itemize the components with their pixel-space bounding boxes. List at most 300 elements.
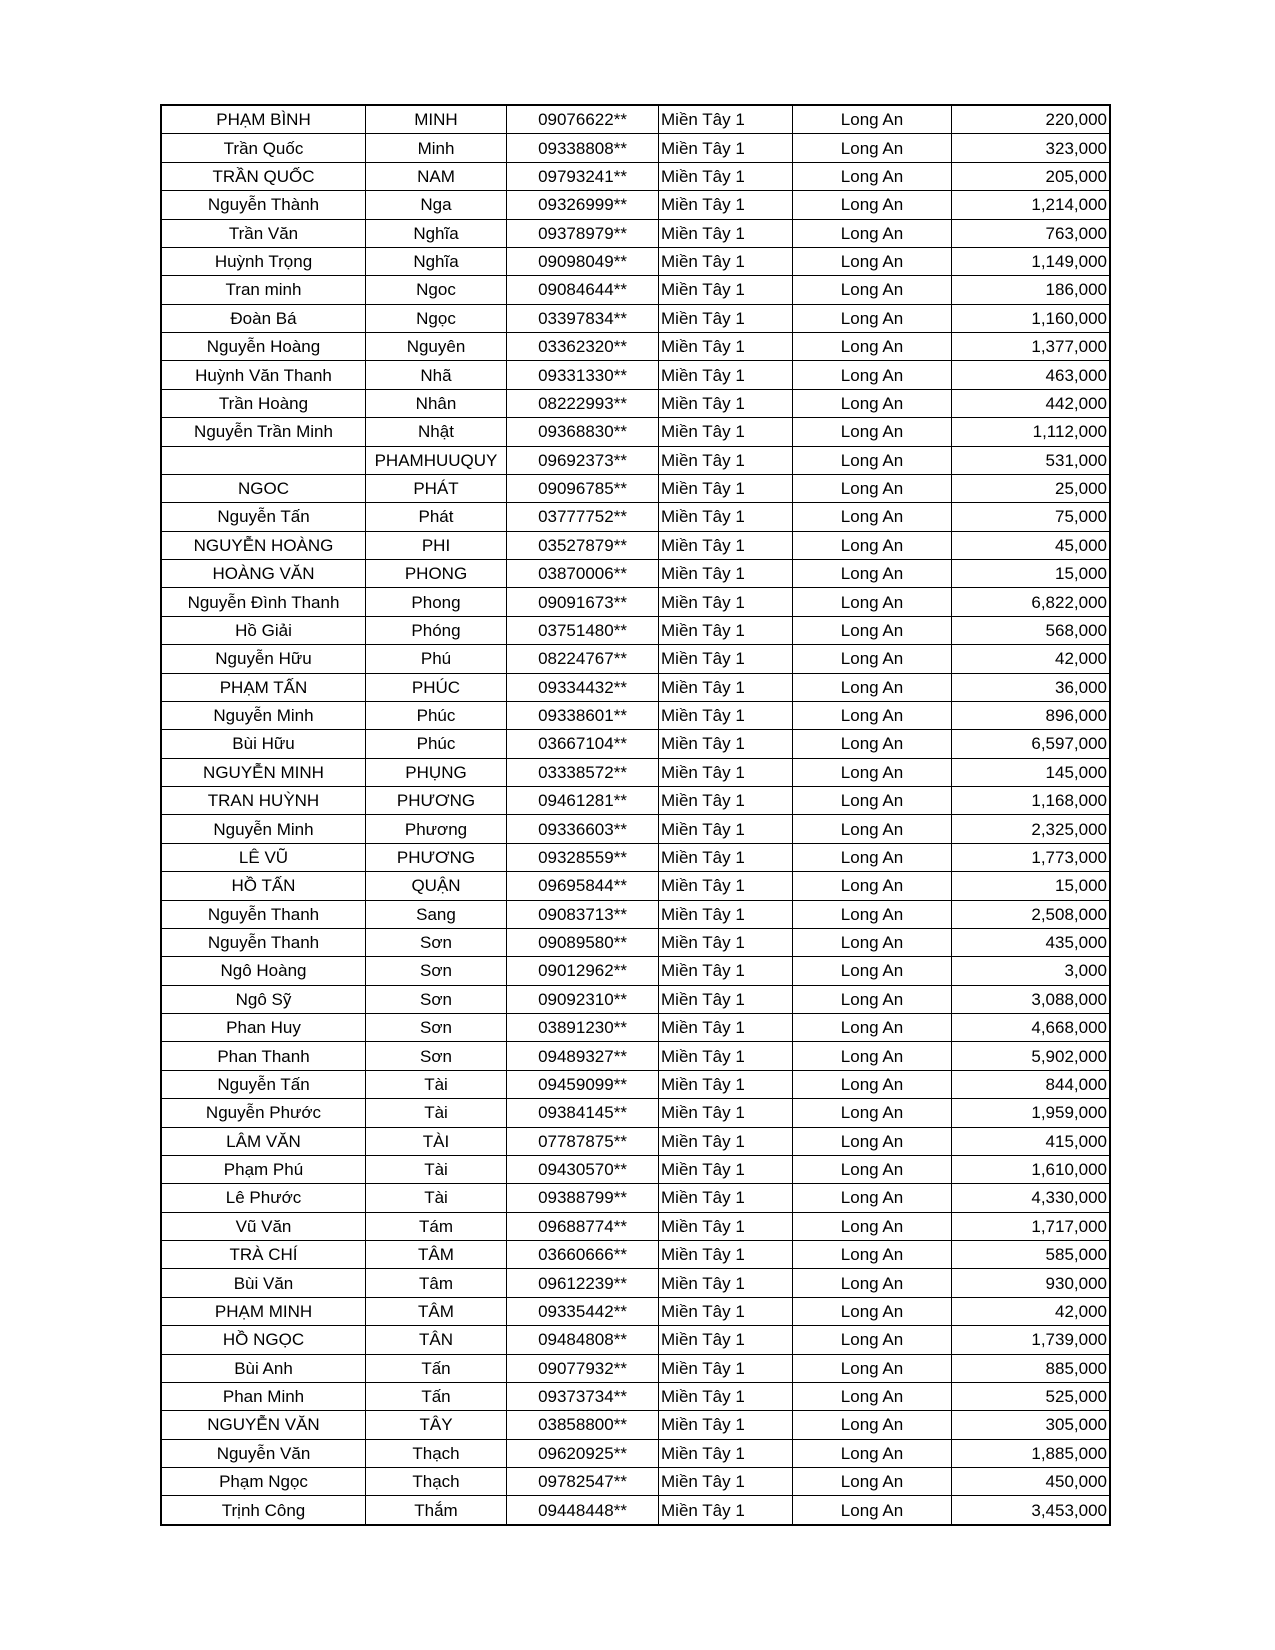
cell-phone-masked: 09459099** — [507, 1070, 659, 1098]
cell-phone-masked: 09384145** — [507, 1099, 659, 1127]
cell-region: Miền Tây 1 — [659, 616, 793, 644]
cell-first-name: Nguyễn Minh — [161, 701, 366, 729]
cell-province: Long An — [793, 1014, 952, 1042]
cell-phone-masked: 03858800** — [507, 1411, 659, 1439]
cell-amount: 1,739,000 — [952, 1326, 1111, 1354]
cell-first-name: PHẠM MINH — [161, 1297, 366, 1325]
cell-first-name: NGUYỄN HOÀNG — [161, 531, 366, 559]
contacts-table — [160, 104, 1111, 1526]
cell-phone-masked: 09484808** — [507, 1326, 659, 1354]
cell-amount: 2,325,000 — [952, 815, 1111, 843]
cell-region: Miền Tây 1 — [659, 1042, 793, 1070]
table-row — [161, 758, 1110, 786]
cell-phone-masked: 09084644** — [507, 276, 659, 304]
cell-region: Miền Tây 1 — [659, 361, 793, 389]
cell-first-name: Trịnh Công — [161, 1496, 366, 1525]
cell-province: Long An — [793, 1155, 952, 1183]
cell-first-name: Bùi Anh — [161, 1354, 366, 1382]
cell-amount: 1,959,000 — [952, 1099, 1111, 1127]
cell-region: Miền Tây 1 — [659, 105, 793, 134]
cell-last-name: Nguyên — [366, 333, 507, 361]
cell-phone-masked: 03362320** — [507, 333, 659, 361]
table-row — [161, 1099, 1110, 1127]
cell-last-name: MINH — [366, 105, 507, 134]
cell-last-name: Tám — [366, 1212, 507, 1240]
cell-amount: 186,000 — [952, 276, 1111, 304]
table-row — [161, 446, 1110, 474]
cell-phone-masked: 03397834** — [507, 304, 659, 332]
cell-first-name: Phan Minh — [161, 1382, 366, 1410]
cell-region: Miền Tây 1 — [659, 560, 793, 588]
cell-province: Long An — [793, 134, 952, 162]
cell-region: Miền Tây 1 — [659, 1468, 793, 1496]
cell-first-name: HỒ TẤN — [161, 872, 366, 900]
cell-province: Long An — [793, 815, 952, 843]
cell-amount: 3,000 — [952, 957, 1111, 985]
cell-amount: 75,000 — [952, 503, 1111, 531]
cell-first-name: TRẦN QUỐC — [161, 162, 366, 190]
cell-last-name: NAM — [366, 162, 507, 190]
cell-province: Long An — [793, 276, 952, 304]
cell-phone-masked: 09373734** — [507, 1382, 659, 1410]
cell-last-name: Sang — [366, 900, 507, 928]
cell-last-name: Tài — [366, 1070, 507, 1098]
cell-amount: 1,717,000 — [952, 1212, 1111, 1240]
table-row — [161, 1155, 1110, 1183]
cell-region: Miền Tây 1 — [659, 900, 793, 928]
cell-last-name: Nga — [366, 191, 507, 219]
cell-region: Miền Tây 1 — [659, 191, 793, 219]
cell-first-name: Nguyễn Minh — [161, 815, 366, 843]
cell-first-name: Nguyễn Thanh — [161, 900, 366, 928]
cell-first-name: PHẠM BÌNH — [161, 105, 366, 134]
cell-first-name: LÂM VĂN — [161, 1127, 366, 1155]
cell-province: Long An — [793, 787, 952, 815]
table-row — [161, 701, 1110, 729]
cell-first-name: Trần Quốc — [161, 134, 366, 162]
table-row — [161, 474, 1110, 502]
cell-region: Miền Tây 1 — [659, 1354, 793, 1382]
cell-phone-masked: 07787875** — [507, 1127, 659, 1155]
cell-amount: 15,000 — [952, 560, 1111, 588]
cell-region: Miền Tây 1 — [659, 843, 793, 871]
cell-region: Miền Tây 1 — [659, 1297, 793, 1325]
cell-last-name: Ngọc — [366, 304, 507, 332]
cell-amount: 415,000 — [952, 1127, 1111, 1155]
cell-last-name: Nghĩa — [366, 219, 507, 247]
table-row — [161, 588, 1110, 616]
cell-phone-masked: 09076622** — [507, 105, 659, 134]
cell-amount: 1,885,000 — [952, 1439, 1111, 1467]
cell-first-name: Đoàn Bá — [161, 304, 366, 332]
table-row — [161, 673, 1110, 701]
cell-province: Long An — [793, 446, 952, 474]
cell-region: Miền Tây 1 — [659, 701, 793, 729]
cell-amount: 885,000 — [952, 1354, 1111, 1382]
cell-region: Miền Tây 1 — [659, 1014, 793, 1042]
cell-phone-masked: 09083713** — [507, 900, 659, 928]
cell-first-name — [161, 446, 366, 474]
cell-last-name: Minh — [366, 134, 507, 162]
table-row — [161, 1184, 1110, 1212]
cell-amount: 1,149,000 — [952, 247, 1111, 275]
cell-phone-masked: 09620925** — [507, 1439, 659, 1467]
cell-phone-masked: 09077932** — [507, 1354, 659, 1382]
cell-region: Miền Tây 1 — [659, 276, 793, 304]
cell-amount: 442,000 — [952, 389, 1111, 417]
cell-province: Long An — [793, 588, 952, 616]
cell-first-name: Nguyễn Văn — [161, 1439, 366, 1467]
table-row — [161, 1042, 1110, 1070]
cell-amount: 1,377,000 — [952, 333, 1111, 361]
cell-first-name: Tran minh — [161, 276, 366, 304]
cell-last-name: Ngoc — [366, 276, 507, 304]
table-row — [161, 162, 1110, 190]
cell-amount: 585,000 — [952, 1241, 1111, 1269]
cell-province: Long An — [793, 900, 952, 928]
cell-region: Miền Tây 1 — [659, 673, 793, 701]
table-row — [161, 361, 1110, 389]
cell-region: Miền Tây 1 — [659, 787, 793, 815]
cell-province: Long An — [793, 1496, 952, 1525]
cell-amount: 435,000 — [952, 928, 1111, 956]
cell-amount: 463,000 — [952, 361, 1111, 389]
cell-first-name: Nguyễn Phước — [161, 1099, 366, 1127]
cell-province: Long An — [793, 503, 952, 531]
table-row — [161, 957, 1110, 985]
cell-last-name: Nhã — [366, 361, 507, 389]
cell-last-name: PHONG — [366, 560, 507, 588]
cell-last-name: Tâm — [366, 1269, 507, 1297]
cell-amount: 763,000 — [952, 219, 1111, 247]
cell-first-name: Vũ Văn — [161, 1212, 366, 1240]
table-row — [161, 616, 1110, 644]
cell-region: Miền Tây 1 — [659, 957, 793, 985]
cell-first-name: Nguyễn Hoàng — [161, 333, 366, 361]
cell-first-name: Phan Thanh — [161, 1042, 366, 1070]
cell-amount: 45,000 — [952, 531, 1111, 559]
cell-phone-masked: 09378979** — [507, 219, 659, 247]
cell-first-name: LÊ VŨ — [161, 843, 366, 871]
cell-region: Miền Tây 1 — [659, 1269, 793, 1297]
table-row — [161, 1354, 1110, 1382]
cell-province: Long An — [793, 1439, 952, 1467]
table-row — [161, 191, 1110, 219]
cell-last-name: Tài — [366, 1155, 507, 1183]
cell-first-name: NGUYỄN VĂN — [161, 1411, 366, 1439]
cell-province: Long An — [793, 1269, 952, 1297]
cell-last-name: Thạch — [366, 1439, 507, 1467]
cell-phone-masked: 09695844** — [507, 872, 659, 900]
table-row — [161, 1468, 1110, 1496]
cell-region: Miền Tây 1 — [659, 1184, 793, 1212]
cell-last-name: Sơn — [366, 1042, 507, 1070]
cell-province: Long An — [793, 1411, 952, 1439]
cell-first-name: NGUYỄN MINH — [161, 758, 366, 786]
cell-province: Long An — [793, 1382, 952, 1410]
table-row — [161, 843, 1110, 871]
cell-region: Miền Tây 1 — [659, 531, 793, 559]
cell-first-name: Nguyễn Tấn — [161, 1070, 366, 1098]
cell-province: Long An — [793, 985, 952, 1013]
cell-province: Long An — [793, 247, 952, 275]
cell-province: Long An — [793, 219, 952, 247]
cell-province: Long An — [793, 928, 952, 956]
table-row — [161, 730, 1110, 758]
cell-province: Long An — [793, 843, 952, 871]
cell-region: Miền Tây 1 — [659, 418, 793, 446]
cell-first-name: Bùi Hữu — [161, 730, 366, 758]
cell-first-name: Nguyễn Thanh — [161, 928, 366, 956]
cell-amount: 145,000 — [952, 758, 1111, 786]
table-row — [161, 333, 1110, 361]
table-row — [161, 1496, 1110, 1525]
cell-province: Long An — [793, 333, 952, 361]
cell-phone-masked: 03338572** — [507, 758, 659, 786]
table-row — [161, 389, 1110, 417]
cell-first-name: Nguyễn Thành — [161, 191, 366, 219]
table-row — [161, 1382, 1110, 1410]
cell-phone-masked: 09098049** — [507, 247, 659, 275]
cell-last-name: TÂN — [366, 1326, 507, 1354]
cell-amount: 1,773,000 — [952, 843, 1111, 871]
cell-province: Long An — [793, 1297, 952, 1325]
cell-first-name: Trần Hoàng — [161, 389, 366, 417]
cell-last-name: Sơn — [366, 1014, 507, 1042]
cell-amount: 930,000 — [952, 1269, 1111, 1297]
cell-amount: 205,000 — [952, 162, 1111, 190]
cell-province: Long An — [793, 531, 952, 559]
cell-first-name: Lê Phước — [161, 1184, 366, 1212]
cell-province: Long An — [793, 673, 952, 701]
table-row — [161, 645, 1110, 673]
cell-amount: 525,000 — [952, 1382, 1111, 1410]
cell-phone-masked: 09692373** — [507, 446, 659, 474]
cell-region: Miền Tây 1 — [659, 247, 793, 275]
cell-phone-masked: 09096785** — [507, 474, 659, 502]
cell-first-name: TRÀ CHÍ — [161, 1241, 366, 1269]
cell-amount: 450,000 — [952, 1468, 1111, 1496]
cell-phone-masked: 09430570** — [507, 1155, 659, 1183]
table-row — [161, 815, 1110, 843]
cell-region: Miền Tây 1 — [659, 162, 793, 190]
cell-region: Miền Tây 1 — [659, 446, 793, 474]
cell-last-name: TÂM — [366, 1297, 507, 1325]
cell-last-name: TÀI — [366, 1127, 507, 1155]
cell-first-name: Ngô Hoàng — [161, 957, 366, 985]
cell-last-name: Tài — [366, 1099, 507, 1127]
cell-phone-masked: 03660666** — [507, 1241, 659, 1269]
cell-region: Miền Tây 1 — [659, 985, 793, 1013]
cell-phone-masked: 09461281** — [507, 787, 659, 815]
cell-first-name: Hồ Giải — [161, 616, 366, 644]
cell-first-name: Phạm Ngọc — [161, 1468, 366, 1496]
table-row — [161, 1326, 1110, 1354]
cell-first-name: HOÀNG VĂN — [161, 560, 366, 588]
cell-amount: 1,160,000 — [952, 304, 1111, 332]
table-row — [161, 1014, 1110, 1042]
cell-province: Long An — [793, 162, 952, 190]
table-row — [161, 1411, 1110, 1439]
cell-phone-masked: 09793241** — [507, 162, 659, 190]
cell-region: Miền Tây 1 — [659, 588, 793, 616]
cell-amount: 220,000 — [952, 105, 1111, 134]
cell-last-name: Tấn — [366, 1382, 507, 1410]
cell-phone-masked: 09782547** — [507, 1468, 659, 1496]
cell-province: Long An — [793, 1354, 952, 1382]
cell-phone-masked: 09368830** — [507, 418, 659, 446]
cell-province: Long An — [793, 105, 952, 134]
cell-province: Long An — [793, 361, 952, 389]
cell-province: Long An — [793, 730, 952, 758]
cell-province: Long An — [793, 872, 952, 900]
cell-phone-masked: 09089580** — [507, 928, 659, 956]
cell-last-name: Phương — [366, 815, 507, 843]
cell-region: Miền Tây 1 — [659, 333, 793, 361]
cell-region: Miền Tây 1 — [659, 1241, 793, 1269]
table-row — [161, 304, 1110, 332]
cell-amount: 4,668,000 — [952, 1014, 1111, 1042]
cell-region: Miền Tây 1 — [659, 1326, 793, 1354]
cell-region: Miền Tây 1 — [659, 815, 793, 843]
cell-first-name: Ngô Sỹ — [161, 985, 366, 1013]
cell-region: Miền Tây 1 — [659, 1070, 793, 1098]
cell-province: Long An — [793, 1070, 952, 1098]
table-row — [161, 503, 1110, 531]
cell-phone-masked: 03777752** — [507, 503, 659, 531]
cell-first-name: Nguyễn Đình Thanh — [161, 588, 366, 616]
cell-amount: 305,000 — [952, 1411, 1111, 1439]
table-body — [161, 105, 1110, 1525]
cell-phone-masked: 08224767** — [507, 645, 659, 673]
cell-last-name: PHÚC — [366, 673, 507, 701]
cell-first-name: Nguyễn Tấn — [161, 503, 366, 531]
cell-amount: 42,000 — [952, 645, 1111, 673]
cell-region: Miền Tây 1 — [659, 645, 793, 673]
table-row — [161, 247, 1110, 275]
table-row — [161, 1070, 1110, 1098]
cell-first-name: Phạm Phú — [161, 1155, 366, 1183]
cell-province: Long An — [793, 957, 952, 985]
cell-last-name: Phong — [366, 588, 507, 616]
cell-region: Miền Tây 1 — [659, 1099, 793, 1127]
cell-phone-masked: 03891230** — [507, 1014, 659, 1042]
table-row — [161, 531, 1110, 559]
cell-phone-masked: 09091673** — [507, 588, 659, 616]
cell-province: Long An — [793, 616, 952, 644]
table-row — [161, 985, 1110, 1013]
cell-amount: 2,508,000 — [952, 900, 1111, 928]
cell-last-name: Sơn — [366, 957, 507, 985]
cell-first-name: TRAN HUỲNH — [161, 787, 366, 815]
cell-phone-masked: 09336603** — [507, 815, 659, 843]
cell-last-name: Sơn — [366, 928, 507, 956]
cell-region: Miền Tây 1 — [659, 1439, 793, 1467]
cell-amount: 6,822,000 — [952, 588, 1111, 616]
cell-phone-masked: 09489327** — [507, 1042, 659, 1070]
cell-province: Long An — [793, 418, 952, 446]
cell-province: Long An — [793, 389, 952, 417]
cell-amount: 1,214,000 — [952, 191, 1111, 219]
cell-amount: 568,000 — [952, 616, 1111, 644]
cell-last-name: TÂM — [366, 1241, 507, 1269]
cell-phone-masked: 08222993** — [507, 389, 659, 417]
cell-last-name: Phúc — [366, 701, 507, 729]
cell-phone-masked: 03751480** — [507, 616, 659, 644]
cell-province: Long An — [793, 474, 952, 502]
cell-phone-masked: 09448448** — [507, 1496, 659, 1525]
table-row — [161, 928, 1110, 956]
cell-region: Miền Tây 1 — [659, 730, 793, 758]
cell-first-name: NGOC — [161, 474, 366, 502]
table-row — [161, 1269, 1110, 1297]
cell-last-name: Thắm — [366, 1496, 507, 1525]
cell-province: Long An — [793, 1326, 952, 1354]
cell-first-name: Huỳnh Trọng — [161, 247, 366, 275]
cell-region: Miền Tây 1 — [659, 1155, 793, 1183]
cell-phone-masked: 09335442** — [507, 1297, 659, 1325]
cell-region: Miền Tây 1 — [659, 872, 793, 900]
cell-last-name: Phát — [366, 503, 507, 531]
table-row — [161, 276, 1110, 304]
cell-phone-masked: 03870006** — [507, 560, 659, 588]
cell-province: Long An — [793, 1099, 952, 1127]
cell-last-name: QUẬN — [366, 872, 507, 900]
cell-amount: 1,610,000 — [952, 1155, 1111, 1183]
cell-first-name: Nguyễn Trần Minh — [161, 418, 366, 446]
cell-region: Miền Tây 1 — [659, 389, 793, 417]
cell-last-name: Nhân — [366, 389, 507, 417]
cell-phone-masked: 03667104** — [507, 730, 659, 758]
cell-last-name: Phú — [366, 645, 507, 673]
cell-region: Miền Tây 1 — [659, 1382, 793, 1410]
cell-last-name: Tấn — [366, 1354, 507, 1382]
cell-last-name: Sơn — [366, 985, 507, 1013]
cell-phone-masked: 09338808** — [507, 134, 659, 162]
cell-phone-masked: 09688774** — [507, 1212, 659, 1240]
cell-region: Miền Tây 1 — [659, 758, 793, 786]
cell-phone-masked: 09338601** — [507, 701, 659, 729]
cell-amount: 36,000 — [952, 673, 1111, 701]
cell-last-name: Thạch — [366, 1468, 507, 1496]
table-row — [161, 900, 1110, 928]
cell-region: Miền Tây 1 — [659, 1212, 793, 1240]
cell-region: Miền Tây 1 — [659, 134, 793, 162]
cell-province: Long An — [793, 1468, 952, 1496]
table-row — [161, 1297, 1110, 1325]
cell-first-name: Phan Huy — [161, 1014, 366, 1042]
table-row — [161, 560, 1110, 588]
cell-province: Long An — [793, 645, 952, 673]
cell-last-name: Tài — [366, 1184, 507, 1212]
cell-amount: 3,088,000 — [952, 985, 1111, 1013]
cell-phone-masked: 09326999** — [507, 191, 659, 219]
cell-region: Miền Tây 1 — [659, 1411, 793, 1439]
cell-province: Long An — [793, 758, 952, 786]
cell-region: Miền Tây 1 — [659, 928, 793, 956]
table-row — [161, 872, 1110, 900]
cell-phone-masked: 09388799** — [507, 1184, 659, 1212]
cell-amount: 15,000 — [952, 872, 1111, 900]
cell-phone-masked: 09612239** — [507, 1269, 659, 1297]
cell-first-name: HỒ NGỌC — [161, 1326, 366, 1354]
cell-last-name: Phúc — [366, 730, 507, 758]
cell-region: Miền Tây 1 — [659, 503, 793, 531]
cell-province: Long An — [793, 1241, 952, 1269]
cell-region: Miền Tây 1 — [659, 474, 793, 502]
cell-phone-masked: 03527879** — [507, 531, 659, 559]
cell-phone-masked: 09331330** — [507, 361, 659, 389]
